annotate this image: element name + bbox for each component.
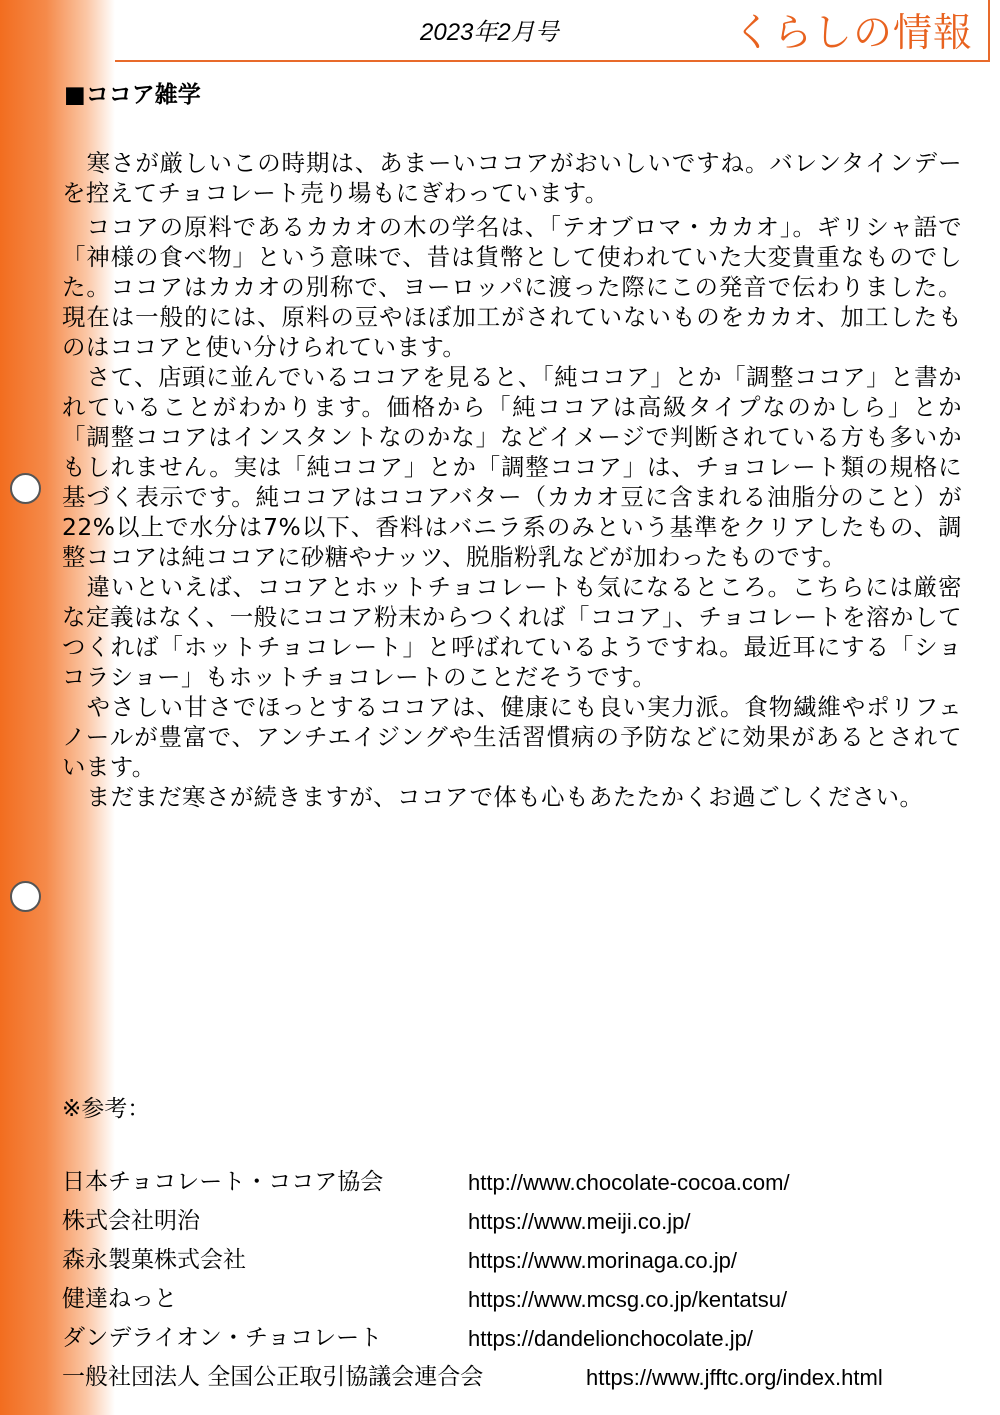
reference-name: 株式会社明治	[62, 1208, 200, 1234]
header-rule	[115, 60, 990, 62]
reference-row	[62, 1202, 962, 1241]
paragraph: やさしい甘さでほっとするココアは、健康にも良い実力派。食物繊維やポリフェノールが豊富で、アンチエイジングや生活習慣病の予防などに効果があるとされています。	[62, 693, 962, 781]
references-heading: ※参考：	[62, 1096, 151, 1122]
reference-row	[62, 1358, 962, 1397]
reference-name: 森永製菓株式会社	[62, 1247, 246, 1273]
reference-name: 健達ねっと	[62, 1286, 177, 1312]
reference-url[interactable]: https://dandelionchocolate.jp/	[468, 1326, 753, 1351]
paragraph: まだまだ寒さが続きますが、ココアで体も心もあたたかくお過ごしください。	[86, 783, 924, 811]
references-list	[62, 1163, 962, 1397]
reference-row	[62, 1319, 962, 1358]
reference-name: ダンデライオン・チョコレート	[62, 1325, 383, 1351]
article-body	[62, 148, 962, 812]
issue-date: 2023年2月号	[420, 19, 559, 46]
reference-name: 一般社団法人 全国公正取引協議会連合会	[62, 1364, 484, 1390]
reference-url[interactable]: https://www.mcsg.co.jp/kentatsu/	[468, 1287, 788, 1312]
reference-row	[62, 1241, 962, 1280]
reference-url[interactable]: http://www.chocolate-cocoa.com/	[468, 1170, 790, 1195]
reference-url[interactable]: https://www.jfftc.org/index.html	[586, 1365, 883, 1390]
paragraph: 寒さが厳しいこの時期は、あまーいココアがおいしいですね。バレンタインデーを控えてチョコレート売り場もにぎわっています。	[62, 149, 962, 207]
newsletter-title: くらしの情報	[733, 11, 974, 56]
binder-hole-bottom	[10, 881, 41, 912]
paragraph: さて、店頭に並んでいるココアを見ると、「純ココア」とか「調整ココア」と書かれていることがわかります。価格から「純ココアは高級タイプなのかしら」とか「調整ココアはインスタントなのかな」などイメージで判断されている方も多いかもしれません。実は「純ココア」とか「調整ココア」は、チョコレート類の規格に基づく表示です。純ココアはココアバター（カカオ豆に含まれる油脂分のこと）が22%以上で水分は7%以下、香料はバニラ系のみという基準をクリアしたもの、調整ココアは純ココアに砂糖やナッツ、脱脂粉乳などが加わったものです。	[62, 363, 962, 571]
reference-url[interactable]: https://www.meiji.co.jp/	[468, 1209, 691, 1234]
reference-name: 日本チョコレート・ココア協会	[62, 1169, 384, 1195]
section-title: ■ココア雑学	[64, 82, 201, 108]
reference-row	[62, 1280, 962, 1319]
paragraph: 違いといえば、ココアとホットチョコレートも気になるところ。こちらには厳密な定義はなく、一般にココア粉末からつくれば「ココア」、チョコレートを溶かしてつくれば「ホットチョコレート」と呼ばれているようですね。最近耳にする「ショコラショー」もホットチョコレートのことだそうです。	[62, 573, 962, 691]
reference-url[interactable]: https://www.morinaga.co.jp/	[468, 1248, 738, 1273]
header-right-rule	[988, 0, 990, 62]
reference-row	[62, 1163, 962, 1202]
paragraph: ココアの原料であるカカオの木の学名は、「テオブロマ・カカオ」。ギリシャ語で「神様の食べ物」という意味で、昔は貨幣として使われていた大変貴重なものでした。ココアはカカオの別称で、ヨーロッパに渡った際にこの発音で伝わりました。現在は一般的には、原料の豆やほぼ加工がされていないものをカカオ、加工したものはココアと使い分けられています。	[62, 213, 962, 361]
binder-hole-top	[10, 473, 41, 504]
